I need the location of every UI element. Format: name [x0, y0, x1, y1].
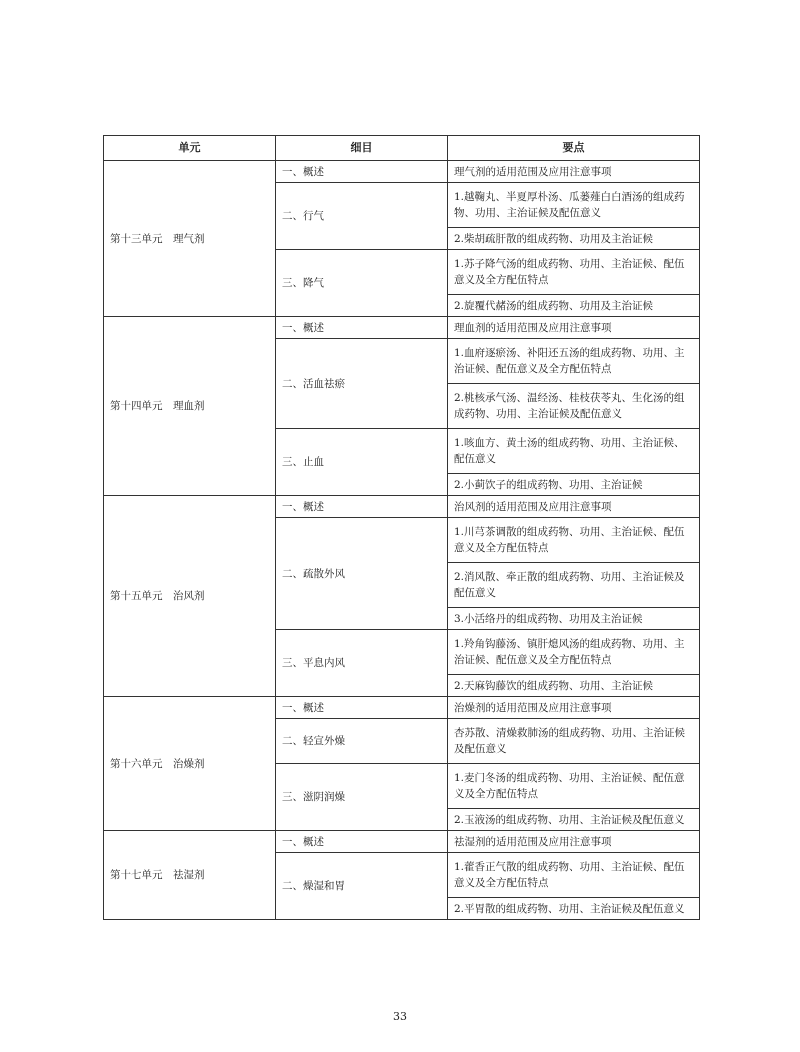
- page-number: 33: [393, 1010, 407, 1023]
- key-point-cell: 2.消风散、牵正散的组成药物、功用、主治证候及配伍意义: [448, 563, 700, 608]
- key-point-cell: 理血剂的适用范围及应用注意事项: [448, 317, 700, 339]
- table-row: [104, 496, 700, 518]
- sub-item-cell: 一、概述: [276, 317, 448, 339]
- key-point-cell: 理气剂的适用范围及应用注意事项: [448, 161, 700, 183]
- key-point-cell: 1.羚角钩藤汤、镇肝熄风汤的组成药物、功用、主治证候、配伍意义及全方配伍特点: [448, 630, 700, 675]
- sub-item-cell: 一、概述: [276, 697, 448, 719]
- unit-cell: 第十七单元 祛湿剂: [104, 831, 276, 920]
- key-point-cell: 治燥剂的适用范围及应用注意事项: [448, 697, 700, 719]
- unit-cell: 第十五单元 治风剂: [104, 496, 276, 697]
- key-point-cell: 祛湿剂的适用范围及应用注意事项: [448, 831, 700, 853]
- key-point-cell: 2.天麻钩藤饮的组成药物、功用、主治证候: [448, 675, 700, 697]
- header-row: [104, 136, 700, 161]
- sub-item-cell: 一、概述: [276, 831, 448, 853]
- sub-item-cell: 三、平息内风: [276, 630, 448, 697]
- unit-cell: 第十四单元 理血剂: [104, 317, 276, 496]
- table-body: [104, 161, 700, 920]
- key-point-cell: 3.小活络丹的组成药物、功用及主治证候: [448, 608, 700, 630]
- sub-item-cell: 三、降气: [276, 250, 448, 317]
- syllabus-table: [103, 135, 700, 920]
- key-point-cell: 杏苏散、清燥救肺汤的组成药物、功用、主治证候及配伍意义: [448, 719, 700, 764]
- key-point-cell: 2.桃核承气汤、温经汤、桂枝茯苓丸、生化汤的组成药物、功用、主治证候及配伍意义: [448, 384, 700, 429]
- key-point-cell: 治风剂的适用范围及应用注意事项: [448, 496, 700, 518]
- sub-item-cell: 一、概述: [276, 161, 448, 183]
- key-point-cell: 2.玉液汤的组成药物、功用、主治证候及配伍意义: [448, 809, 700, 831]
- sub-item-cell: 三、滋阴润燥: [276, 764, 448, 831]
- table-row: [104, 161, 700, 183]
- sub-item-cell: 二、活血祛瘀: [276, 339, 448, 429]
- key-point-cell: 1.越鞠丸、半夏厚朴汤、瓜蒌薤白白酒汤的组成药物、功用、主治证候及配伍意义: [448, 183, 700, 228]
- key-point-cell: 2.平胃散的组成药物、功用、主治证候及配伍意义: [448, 898, 700, 920]
- sub-item-cell: 二、燥湿和胃: [276, 853, 448, 920]
- key-point-cell: 1.麦门冬汤的组成药物、功用、主治证候、配伍意义及全方配伍特点: [448, 764, 700, 809]
- sub-item-cell: 一、概述: [276, 496, 448, 518]
- sub-item-cell: 二、疏散外风: [276, 518, 448, 630]
- unit-cell: 第十三单元 理气剂: [104, 161, 276, 317]
- key-point-cell: 1.藿香正气散的组成药物、功用、主治证候、配伍意义及全方配伍特点: [448, 853, 700, 898]
- key-point-cell: 2.小蓟饮子的组成药物、功用、主治证候: [448, 474, 700, 496]
- key-point-cell: 2.旋覆代赭汤的组成药物、功用及主治证候: [448, 295, 700, 317]
- header-unit: 单元: [104, 136, 276, 161]
- key-point-cell: 1.苏子降气汤的组成药物、功用、主治证候、配伍意义及全方配伍特点: [448, 250, 700, 295]
- header-points: 要点: [448, 136, 700, 161]
- sub-item-cell: 三、止血: [276, 429, 448, 496]
- header-sub: 细目: [276, 136, 448, 161]
- unit-cell: 第十六单元 治燥剂: [104, 697, 276, 831]
- key-point-cell: 1.咳血方、黄土汤的组成药物、功用、主治证候、配伍意义: [448, 429, 700, 474]
- table-row: [104, 831, 700, 853]
- sub-item-cell: 二、行气: [276, 183, 448, 250]
- key-point-cell: 1.血府逐瘀汤、补阳还五汤的组成药物、功用、主治证候、配伍意义及全方配伍特点: [448, 339, 700, 384]
- table-row: [104, 697, 700, 719]
- key-point-cell: 2.柴胡疏肝散的组成药物、功用及主治证候: [448, 228, 700, 250]
- sub-item-cell: 二、轻宣外燥: [276, 719, 448, 764]
- table-row: [104, 317, 700, 339]
- key-point-cell: 1.川芎茶调散的组成药物、功用、主治证候、配伍意义及全方配伍特点: [448, 518, 700, 563]
